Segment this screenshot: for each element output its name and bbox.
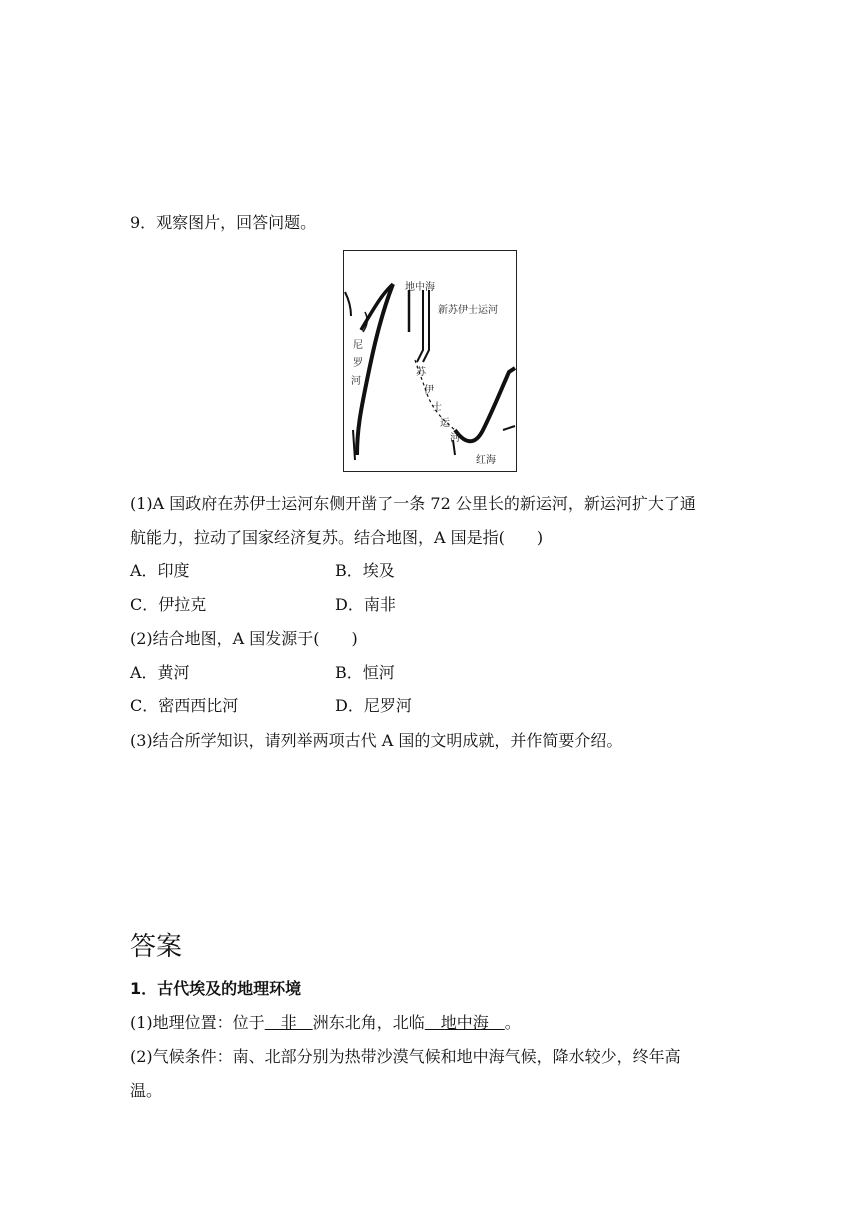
map-label-nile-3: 河 bbox=[351, 376, 361, 387]
q1-line-2: 航能力，拉动了国家经济复苏。结合地图，A 国是指( ) bbox=[130, 528, 544, 547]
q1-line-1: (1)A 国政府在苏伊士运河东侧开凿了一条 72 公里长的新运河，新运河扩大了通 bbox=[130, 494, 696, 513]
map-label-mediterranean: 地中海 bbox=[405, 282, 435, 293]
q1-option-c: C．伊拉克 bbox=[130, 595, 207, 614]
answer-item1-title: 1．古代埃及的地理环境 bbox=[130, 979, 302, 998]
answer-climate-line-1: (2)气候条件：南、北部分别为热带沙漠气候和地中海气候，降水较少，终年高 bbox=[130, 1047, 681, 1066]
answer-climate-line-2: 温。 bbox=[130, 1081, 163, 1100]
answer-heading: 答案 bbox=[130, 932, 183, 962]
map-label-nile-1: 尼 bbox=[353, 340, 363, 351]
map-label-suez-4: 运 bbox=[440, 418, 450, 429]
map-label-suez-1: 苏 bbox=[416, 367, 426, 378]
suez-canal-map bbox=[343, 250, 517, 472]
map-label-nile-2: 罗 bbox=[353, 358, 363, 369]
answer-geo-suffix: 。 bbox=[504, 1013, 521, 1032]
q3-line-1: (3)结合所学知识，请列举两项古代 A 国的文明成就，并作简要介绍。 bbox=[130, 731, 623, 750]
map-label-suez-2: 伊 bbox=[424, 385, 434, 396]
q2-line-1: (2)结合地图，A 国发源于( ) bbox=[130, 629, 358, 648]
map-label-red-sea: 红海 bbox=[476, 455, 496, 466]
answer-geo-blank-sea: 地中海 bbox=[424, 1013, 505, 1032]
q1-option-d: D．南非 bbox=[335, 595, 396, 614]
answer-geo-mid: 洲东北角，北临 bbox=[312, 1013, 425, 1032]
q2-option-c: C．密西西比河 bbox=[130, 696, 239, 715]
question-title: 9．观察图片，回答问题。 bbox=[130, 213, 317, 232]
answer-geo-line bbox=[130, 1012, 521, 1034]
answer-geo-blank-continent: 非 bbox=[264, 1013, 313, 1032]
q2-option-a: A．黄河 bbox=[130, 663, 190, 682]
q2-option-d: D．尼罗河 bbox=[335, 696, 412, 715]
map-label-new-canal: 新苏伊士运河 bbox=[438, 305, 498, 316]
q1-option-a: A．印度 bbox=[130, 561, 190, 580]
map-label-suez-3: 士 bbox=[432, 402, 442, 413]
map-label-suez-5: 河 bbox=[450, 433, 460, 444]
answer-geo-prefix: (1)地理位置：位于 bbox=[130, 1013, 265, 1032]
q1-option-b: B．埃及 bbox=[335, 561, 395, 580]
q2-option-b: B．恒河 bbox=[335, 663, 395, 682]
